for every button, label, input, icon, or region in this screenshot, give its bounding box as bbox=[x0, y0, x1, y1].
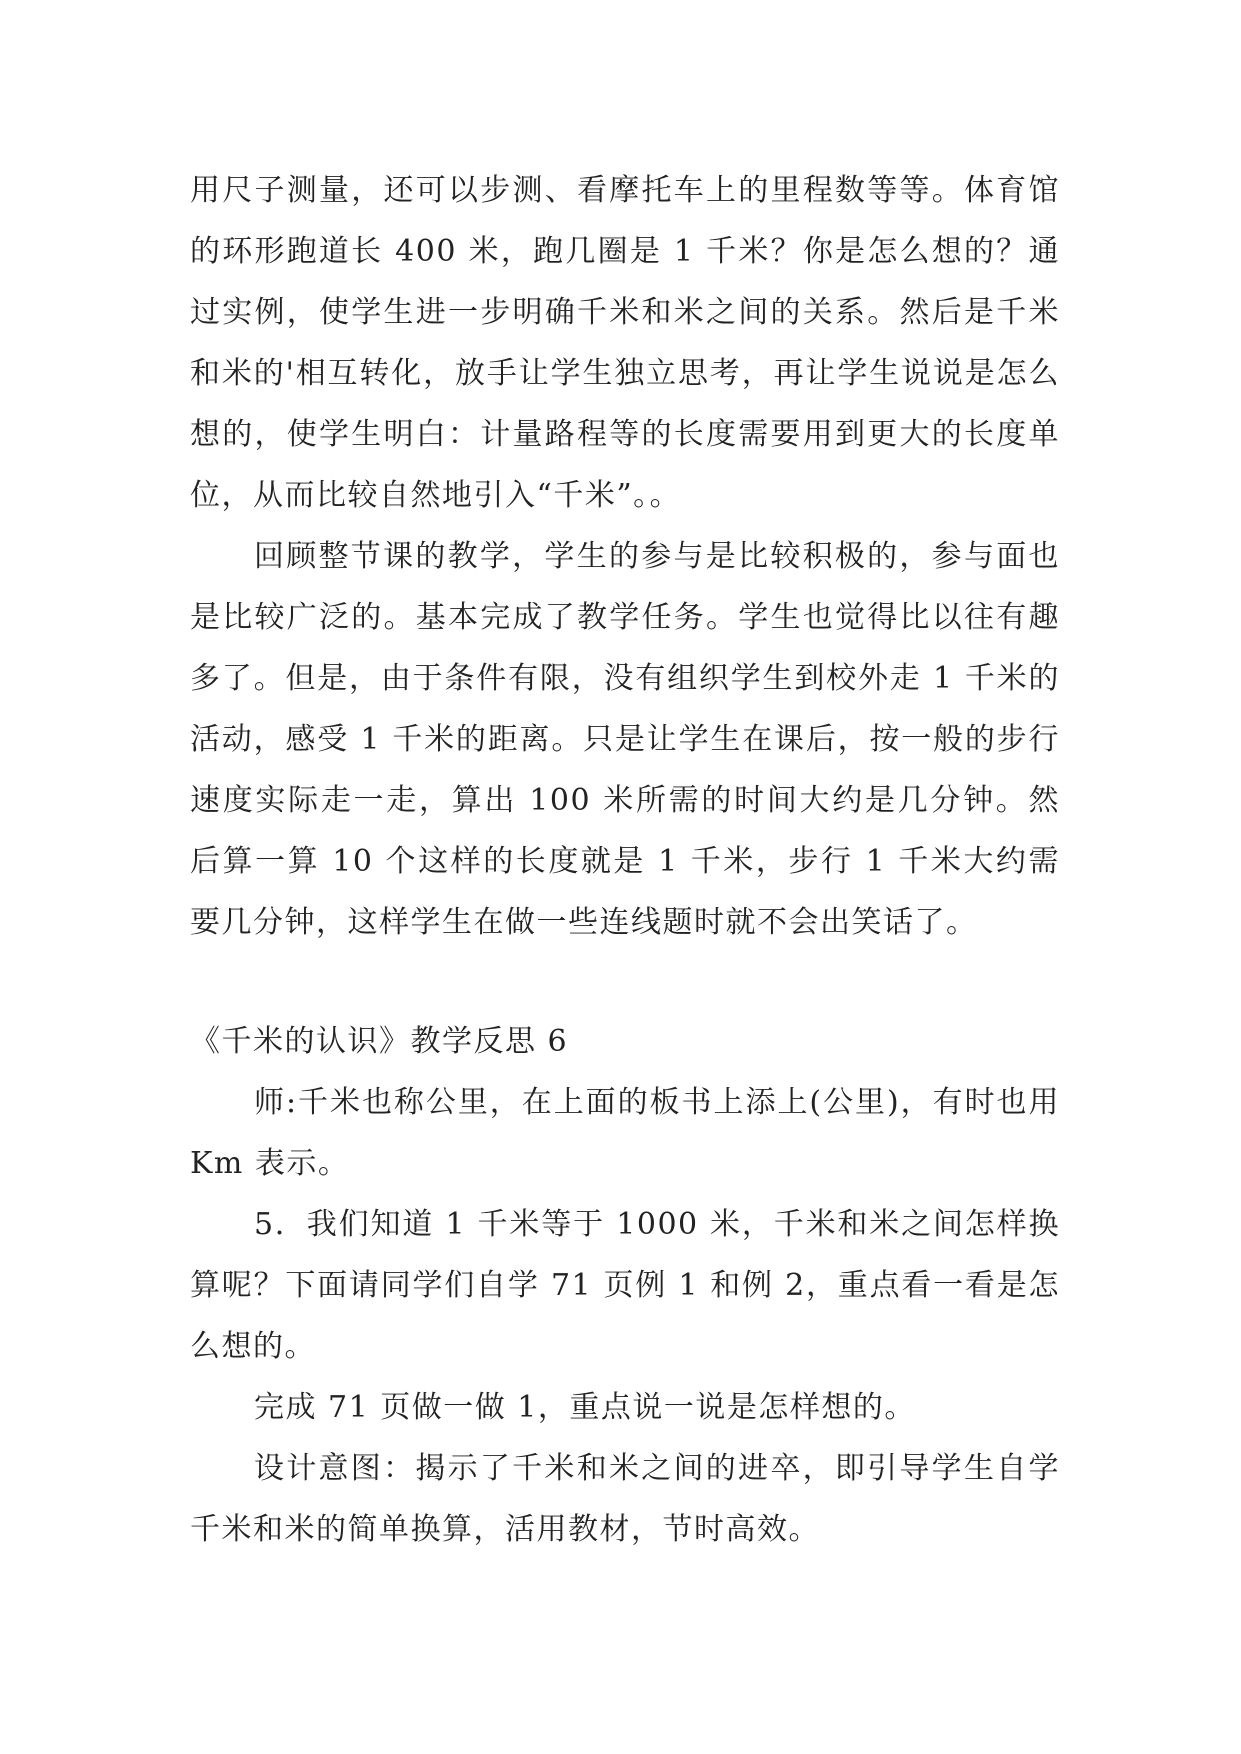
paragraph-continued: 用尺子测量，还可以步测、看摩托车上的里程数等等。体育馆的环形跑道长 400 米，跑几圈是 1 千米？你是怎么想的？通过实例，使学生进一步明确千米和米之间的关系。然后是千米和米的'相互转化，放手让学生独立思考，再让学生说说是怎么想的，使学生明白：计量路程等的长度需要用到更大的长度单位，从而比较自然地引入“千米”。。 bbox=[190, 173, 1060, 513]
section-spacer bbox=[190, 953, 1060, 1011]
paragraph-exercise: 完成 71 页做一做 1，重点说一说是怎样想的。 bbox=[254, 1390, 916, 1425]
paragraph-teacher: 师:千米也称公里，在上面的板书上添上(公里)，有时也用 Km 表示。 bbox=[190, 1085, 1060, 1181]
paragraph-review: 回顾整节课的教学，学生的参与是比较积极的，参与面也是比较广泛的。基本完成了教学任务。学生也觉得比以往有趣多了。但是，由于条件有限，没有组织学生到校外走 1 千米的活动，感受 1 千米的距离。只是让学生在课后，按一般的步行速度实际走一走，算出 100 米所需的时间大约是几分钟。然后算一算 10 个这样的长度就是 1 千米，步行 1 千米大约需要几分钟，这样学生在做一些连线题时就不会出笑话了。 bbox=[190, 539, 1060, 940]
paragraph-step-5: 5．我们知道 1 千米等于 1000 米，千米和米之间怎样换算呢？下面请同学们自学 71 页例 1 和例 2，重点看一看是怎么想的。 bbox=[190, 1207, 1060, 1364]
paragraph-design-intent: 设计意图：揭示了千米和米之间的进卒，即引导学生自学千米和米的简单换算，活用教材，节时高效。 bbox=[190, 1451, 1060, 1547]
document-page bbox=[190, 160, 1060, 1560]
section-title: 《千米的认识》教学反思 6 bbox=[190, 1024, 569, 1059]
